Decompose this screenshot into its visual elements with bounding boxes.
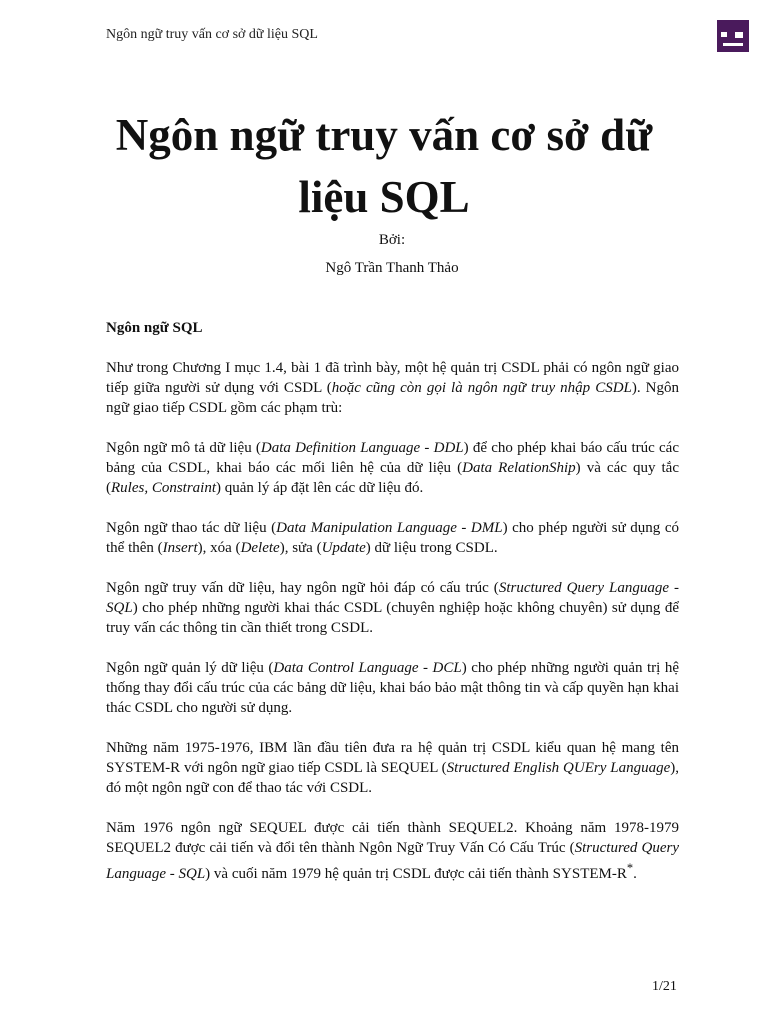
paragraph-6 (106, 738, 679, 798)
italic-text: Insert (162, 540, 198, 556)
italic-text: hoặc cũng còn gọi là ngôn ngữ truy nhập CSDL (331, 380, 632, 396)
text: ), đó một ngôn ngữ con để thao tác với CSDL. (106, 760, 679, 796)
text: Như trong Chương I mục 1.4, bài 1 đã trình bày, một hệ quản trị CSDL phải có ngôn ngữ giao tiếp giữa người sử dụng với CSDL ( (106, 360, 679, 396)
main-content (106, 318, 679, 904)
paragraph-5 (106, 658, 679, 718)
paragraph-3 (106, 518, 679, 558)
text: . (633, 866, 637, 882)
running-header: Ngôn ngữ truy vấn cơ sở dữ liệu SQL (106, 27, 318, 42)
text: Ngôn ngữ thao tác dữ liệu ( (106, 520, 277, 536)
text: ), xóa ( (197, 540, 241, 556)
title-line-1: Ngôn ngữ truy vấn cơ sở dữ (115, 110, 653, 160)
section-heading: Ngôn ngữ SQL (106, 320, 203, 336)
text: ) dữ liệu trong CSDL. (365, 540, 498, 556)
text: ) cho phép người sử dụng có thể thên ( (106, 520, 679, 556)
text: Ngôn ngữ truy vấn dữ liệu, hay ngôn ngữ hỏi đáp có cấu trúc ( (106, 580, 499, 596)
text: ), sửa ( (279, 540, 322, 556)
italic-text: Data RelationShip (462, 460, 576, 476)
text: ) và các quy tắc ( (106, 460, 679, 496)
text: ) để cho phép khai báo cấu trúc các bảng của CSDL, khai báo các mối liên hệ của dữ liệu ( (106, 440, 680, 476)
paragraph-4 (106, 578, 679, 638)
italic-text: Delete (240, 540, 280, 556)
italic-text: Structured Query Language - SQL (106, 580, 680, 616)
author-name: Ngô Trần Thanh Thảo (325, 260, 459, 276)
text: Năm 1976 ngôn ngữ SEQUEL được cải tiến thành SEQUEL2. Khoảng năm 1978-1979 SEQUEL2 được cải tiến và đổi tên thành Ngôn Ngữ Truy Vấn Có Cấu Trúc ( (106, 820, 679, 856)
italic-text: Data Manipulation Language - DML (276, 520, 503, 536)
paragraph-2 (106, 438, 679, 498)
page-number: 1/21 (652, 979, 677, 994)
text: ) quản lý áp đặt lên các dữ liệu đó. (216, 480, 424, 496)
italic-text: Data Definition Language - DDL (260, 440, 464, 456)
paragraph-7 (106, 818, 679, 884)
italic-text: Update (321, 540, 366, 556)
text: Ngôn ngữ quản lý dữ liệu ( (106, 660, 274, 676)
italic-text: Structured Query Language - SQL (106, 840, 679, 882)
text: ) cho phép những người quản trị hệ thống thay đổi cấu trúc của các bảng dữ liệu, khai báo bảo mật thông tin và cấp quyền hạn khai thác CSDL cho người sử dụng. (106, 660, 680, 716)
text: Những năm 1975-1976, IBM lần đầu tiên đưa ra hệ quản trị CSDL kiểu quan hệ mang tên SYSTEM-R với ngôn ngữ giao tiếp CSDL là SEQUEL ( (106, 740, 679, 776)
italic-text: Rules, Constraint (111, 480, 217, 496)
footnote-marker[interactable]: * (626, 861, 634, 875)
paragraph-1 (106, 358, 679, 418)
title-line-2: liệu SQL (298, 172, 470, 222)
text: ) cho phép những người khai thác CSDL (chuyên nghiệp hoặc không chuyên) sử dụng để truy vấn các thông tin cần thiết trong CSDL. (106, 600, 679, 636)
italic-text: Data Control Language - DCL (273, 660, 462, 676)
text: Ngôn ngữ mô tả dữ liệu ( (106, 440, 261, 456)
italic-text: Structured English QUEry Language (446, 760, 671, 776)
text: ) và cuối năm 1979 hệ quản trị CSDL được cải tiến thành SYSTEM-R (205, 866, 627, 882)
book-logo-icon[interactable] (717, 20, 749, 52)
by-label: Bởi: (378, 232, 406, 248)
page-title (80, 104, 688, 228)
text: ). Ngôn ngữ giao tiếp CSDL gồm các phạm trù: (106, 380, 680, 416)
